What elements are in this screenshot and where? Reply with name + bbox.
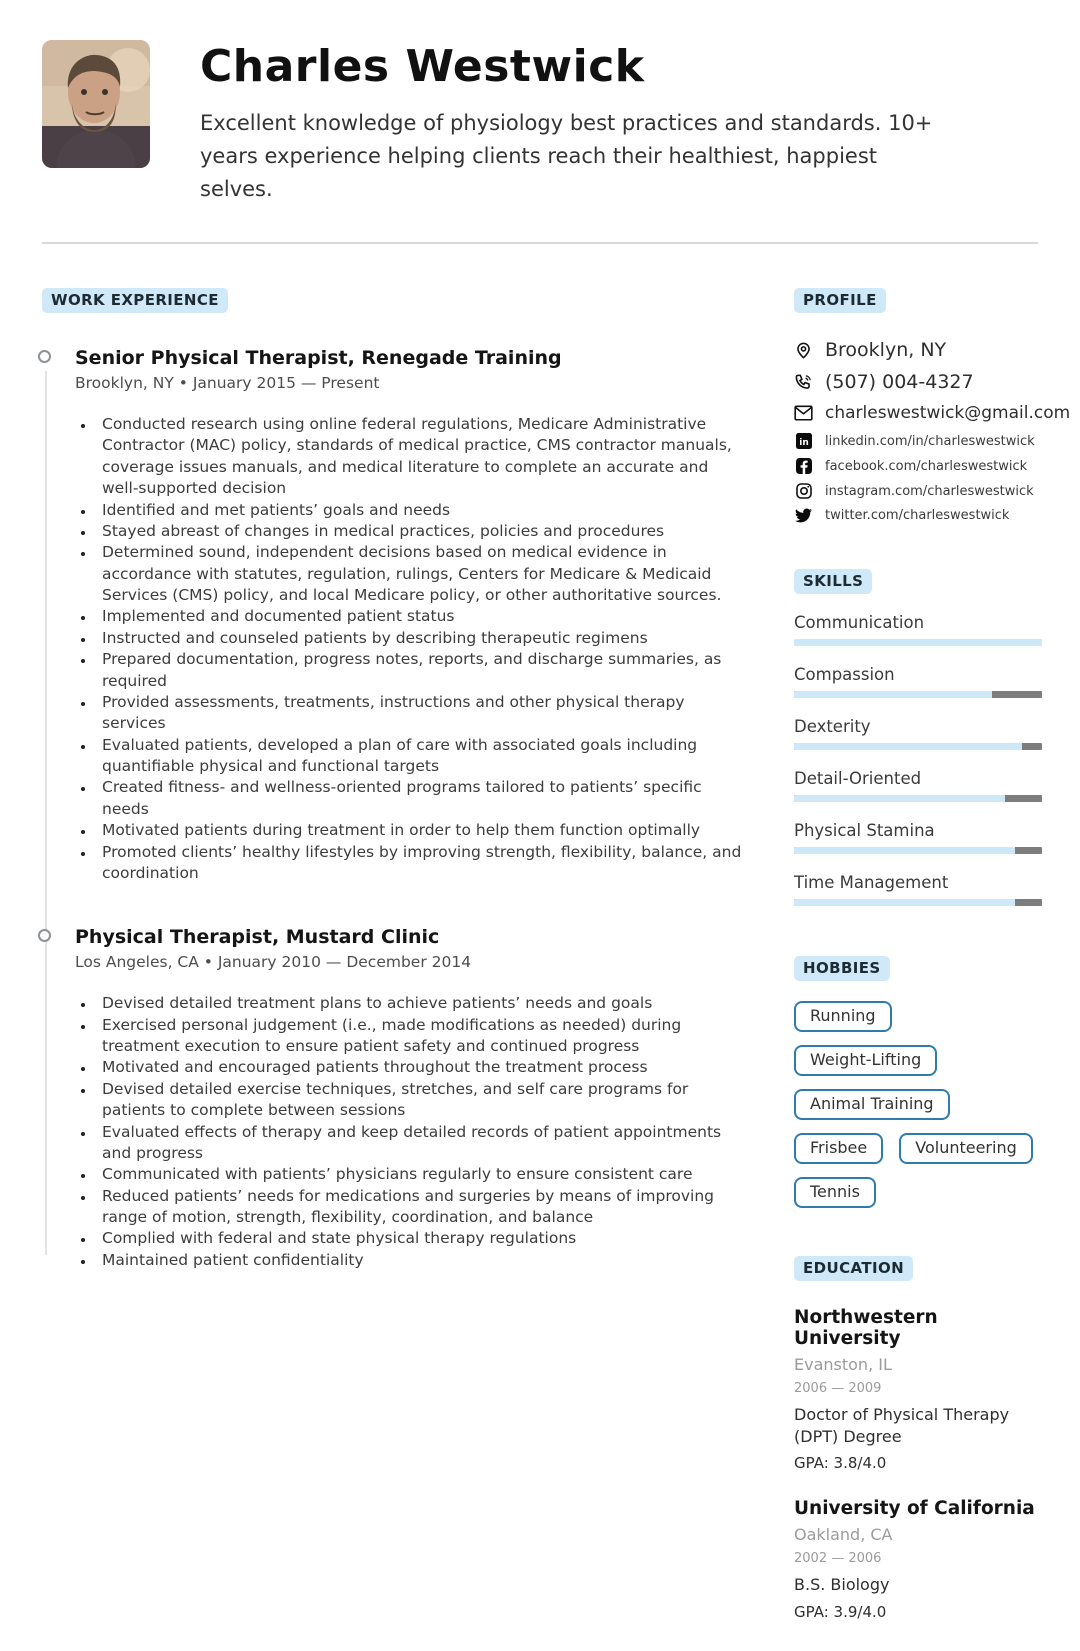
instagram-icon <box>794 483 813 499</box>
skill-name: Communication <box>794 613 925 633</box>
school-name: Northwestern University <box>794 1307 938 1350</box>
job-bullet: • Evaluated patients, developed a plan of care with associated goals including quantifiable physical and functional targets <box>95 735 748 778</box>
main-columns <box>42 288 1071 1621</box>
job-bullet: • Identified and met patients’ goals and needs <box>95 500 748 521</box>
job-bullet: • Determined sound, independent decisions based on medical evidence in accordance with statutes, regulation, rulings, Centers for Medicare & Medicaid Services (CMS) policy, and local Medicare policy, or other authoritative sources. <box>95 542 748 606</box>
school-degree: Doctor of Physical Therapy (DPT) Degree <box>794 1405 1010 1446</box>
skill-bar-fill <box>794 743 1022 750</box>
phone-icon <box>794 373 813 392</box>
school-gpa: GPA: 3.9/4.0 <box>794 1602 887 1621</box>
profile-label: PROFILE <box>794 288 886 313</box>
job-bullet: • Promoted clients’ healthy lifestyles by improving strength, flexibility, balance, and coordination <box>95 842 748 885</box>
profile-location-row <box>794 339 1042 361</box>
svg-text:in: in <box>798 438 809 449</box>
hobbies-section <box>794 956 1042 1208</box>
hobbies-label: HOBBIES <box>794 956 890 981</box>
skill-bar <box>794 847 1042 854</box>
skill-bar-fill <box>794 691 992 698</box>
job-bullet: • Communicated with patients’ physicians regularly to ensure consistent care <box>95 1164 748 1185</box>
job-bullet: • Complied with federal and state physical therapy regulations <box>95 1228 748 1249</box>
hobby-tag: Tennis <box>794 1177 876 1208</box>
header-divider <box>42 242 1038 244</box>
job-bullet: • Maintained patient confidentiality <box>95 1250 748 1271</box>
linkedin-text: linkedin.com/in/charleswestwick <box>825 433 1035 449</box>
job-bullet: • Conducted research using online federal regulations, Medicare Administrative Contractor (MAC) policy, standards of medical practice, CMS contractor manuals, coverage issues manuals, and medical literature to complete an accurate and well-supported decision <box>95 414 748 500</box>
job-meta: Brooklyn, NY • January 2015 — Present <box>75 374 380 393</box>
profile-phone-row[interactable] <box>794 371 1042 393</box>
twitter-icon <box>794 508 813 523</box>
experience-timeline <box>42 347 748 1271</box>
profile-section <box>794 288 1071 524</box>
skill-bar-fill <box>794 847 1015 854</box>
school-dates: 2006 — 2009 <box>794 1381 882 1397</box>
education-entry <box>794 1498 1042 1621</box>
job-bullet: • Created fitness- and wellness-oriented programs tailored to patients’ specific needs <box>95 777 748 820</box>
work-experience-label: WORK EXPERIENCE <box>42 288 228 313</box>
skill-bar <box>794 899 1042 906</box>
school-dates: 2002 — 2006 <box>794 1551 882 1567</box>
education-label: EDUCATION <box>794 1256 913 1281</box>
skill-item <box>794 717 1042 750</box>
work-experience-section <box>42 288 748 1621</box>
profile-email-row[interactable] <box>794 403 1071 424</box>
skill-bar-fill <box>794 795 1005 802</box>
timeline-line <box>45 371 47 1255</box>
skill-item <box>794 769 1042 802</box>
job-bullet: • Motivated patients during treatment in order to help them function optimally <box>95 820 748 841</box>
skill-item <box>794 613 1042 646</box>
job-meta: Los Angeles, CA • January 2010 — December 2014 <box>75 953 472 972</box>
job-bullet: • Devised detailed treatment plans to achieve patients’ needs and goals <box>95 993 748 1014</box>
job-bullet: • Stayed abreast of changes in medical practices, policies and procedures <box>95 521 748 542</box>
timeline-dot <box>38 350 51 363</box>
school-gpa: GPA: 3.8/4.0 <box>794 1454 887 1473</box>
summary-text: Excellent knowledge of physiology best practices and standards. 10+ years experience helping clients reach their healthiest, happiest selves. <box>200 110 933 201</box>
school-name: University of California <box>794 1498 1035 1520</box>
instagram-text: instagram.com/charleswestwick <box>825 483 1034 499</box>
job-bullet: • Prepared documentation, progress notes, reports, and discharge summaries, as required <box>95 649 748 692</box>
job-entry <box>75 926 748 1271</box>
school-location: Oakland, CA <box>794 1525 893 1545</box>
header-text <box>200 40 945 206</box>
skill-bar <box>794 691 1042 698</box>
twitter-text: twitter.com/charleswestwick <box>825 508 1010 524</box>
job-bullet: • Instructed and counseled patients by describing therapeutic regimens <box>95 628 748 649</box>
job-bullet-list <box>75 414 748 884</box>
skill-name: Physical Stamina <box>794 821 935 841</box>
header <box>42 40 1038 206</box>
skills-label: SKILLS <box>794 569 872 594</box>
skill-item <box>794 821 1042 854</box>
sidebar <box>794 288 1071 1621</box>
job-bullet: • Motivated and encouraged patients throughout the treatment process <box>95 1057 748 1078</box>
location-text: Brooklyn, NY <box>825 339 947 362</box>
skill-name: Time Management <box>794 873 949 893</box>
linkedin-icon <box>794 433 813 449</box>
job-bullet: • Implemented and documented patient status <box>95 606 748 627</box>
education-entry <box>794 1307 1042 1472</box>
job-title: Senior Physical Therapist, Renegade Training <box>75 347 562 370</box>
location-pin-icon <box>794 341 813 360</box>
school-degree: B.S. Biology <box>794 1575 890 1595</box>
profile-photo-art <box>42 40 150 168</box>
email-icon <box>794 405 813 421</box>
job-bullet: • Evaluated effects of therapy and keep detailed records of patient appointments and progress <box>95 1122 748 1165</box>
profile-instagram-row[interactable] <box>794 483 1042 499</box>
phone-text: (507) 004-4327 <box>825 371 974 394</box>
person-name: Charles Westwick <box>200 41 645 92</box>
facebook-text: facebook.com/charleswestwick <box>825 458 1028 474</box>
hobby-tag: Frisbee <box>794 1133 883 1164</box>
skill-bar <box>794 743 1042 750</box>
skills-section <box>794 569 1042 906</box>
job-entry <box>75 347 748 884</box>
profile-twitter-row[interactable] <box>794 508 1042 523</box>
job-bullet: • Reduced patients’ needs for medications and surgeries by means of improving range of motion, strength, flexibility, coordination, and balance <box>95 1186 748 1229</box>
skill-bar <box>794 795 1042 802</box>
job-bullet: • Devised detailed exercise techniques, stretches, and self care programs for patients to complete between sessions <box>95 1079 748 1122</box>
job-bullet: • Exercised personal judgement (i.e., made modifications as needed) during treatment execution to ensure patient safety and continued progress <box>95 1015 748 1058</box>
profile-linkedin-row[interactable] <box>794 433 1042 449</box>
skill-bar <box>794 639 1042 646</box>
job-title: Physical Therapist, Mustard Clinic <box>75 926 440 949</box>
skill-name: Compassion <box>794 665 895 685</box>
job-bullet: • Provided assessments, treatments, instructions and other physical therapy services <box>95 692 748 735</box>
hobby-tag: Animal Training <box>794 1089 950 1120</box>
skill-name: Dexterity <box>794 717 871 737</box>
hobby-tag: Running <box>794 1001 892 1032</box>
skill-bar-fill <box>794 639 1042 646</box>
hobby-tag: Volunteering <box>899 1133 1033 1164</box>
email-text: charleswestwick@gmail.com <box>825 403 1071 424</box>
skill-item <box>794 665 1042 698</box>
school-location: Evanston, IL <box>794 1355 892 1375</box>
profile-facebook-row[interactable] <box>794 458 1042 474</box>
timeline-dot <box>38 929 51 942</box>
job-bullet-list <box>75 993 748 1271</box>
education-section <box>794 1256 1042 1621</box>
skill-item <box>794 873 1042 906</box>
profile-items <box>794 339 1071 524</box>
skill-bar-fill <box>794 899 1015 906</box>
hobby-tags <box>794 1001 1042 1208</box>
profile-photo <box>42 40 150 168</box>
skill-name: Detail-Oriented <box>794 769 922 789</box>
hobby-tag: Weight-Lifting <box>794 1045 937 1076</box>
facebook-icon <box>794 458 813 474</box>
